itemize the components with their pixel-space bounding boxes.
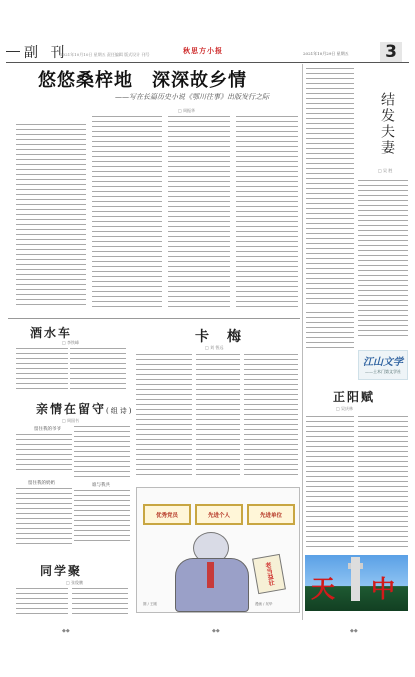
column-logo-sub: ——土木门第文学社 xyxy=(365,369,401,374)
poem-text-wine-cart-1 xyxy=(16,348,68,392)
column-divider xyxy=(302,64,303,620)
poem-text-left-behind-4 xyxy=(74,490,130,544)
article-column-1 xyxy=(16,124,86,308)
award-certificate-3: 先进单位 xyxy=(247,504,295,525)
poem-title-classmates: 同学聚 xyxy=(40,564,83,578)
poem-text-classmates-2 xyxy=(72,588,128,614)
poem-text-left-behind-1 xyxy=(16,434,72,474)
mid-divider xyxy=(8,318,300,319)
poem-byline-left-behind: □ 周国书 xyxy=(62,418,80,423)
cartoon-sign: 老当益壮 xyxy=(252,554,286,594)
main-headline: 悠悠桑梓地 深深故乡情 xyxy=(38,70,247,91)
header-rule xyxy=(6,51,20,52)
poem-text-wine-cart-2 xyxy=(70,348,126,392)
essay-byline: □ 吴庆林 xyxy=(336,406,354,411)
ad-char-right: 中 xyxy=(371,575,395,603)
footer-mark-1: ◆◆ xyxy=(62,628,70,634)
poem-text-kamei-3 xyxy=(244,354,298,478)
footer-mark-2: ◆◆ xyxy=(212,628,220,634)
column-logo-word: 江山文学 xyxy=(363,357,403,368)
header-divider xyxy=(6,62,409,63)
poem-text-left-behind-3 xyxy=(16,488,72,544)
poem-title-main: 亲情在留守 xyxy=(36,402,107,416)
article-column-3 xyxy=(168,116,230,308)
subsection-title-2: 留住我的奶奶 xyxy=(28,481,55,486)
poem-title-kamei: 卡 梅 xyxy=(195,329,243,345)
header-meta: 2021年10月10日 星期五 责任编辑 版式设计 刊号 xyxy=(60,52,150,57)
essay-title: 正阳赋 xyxy=(333,390,376,404)
section-title: 副 刊 xyxy=(24,45,69,61)
right-text-block xyxy=(306,68,354,308)
newspaper-logo: 秋思方小报 xyxy=(183,46,223,55)
award-certificate-2: 先进个人 xyxy=(195,504,243,525)
cartoon-illustration xyxy=(136,487,300,613)
essay-text-1 xyxy=(306,416,354,550)
article-column-2 xyxy=(92,116,162,308)
main-subheadline: ——写在长篇历史小说《鄂川往事》出版发行之际 xyxy=(115,93,269,101)
poem-text-left-behind-2 xyxy=(74,426,130,478)
award-certificate-1: 优秀党员 xyxy=(143,504,191,525)
right-column-text xyxy=(358,180,408,340)
footer-mark-3: ◆◆ xyxy=(350,628,358,634)
subsection-title-3: 谁与我共 xyxy=(92,483,110,488)
poem-byline-kamei: □ 刘 智远 xyxy=(205,345,224,350)
right-column-title: 结发夫妻 xyxy=(379,92,395,156)
tower-icon xyxy=(351,557,360,601)
poem-text-classmates-1 xyxy=(16,588,68,614)
right-text-block-2 xyxy=(306,312,354,352)
advertisement-banner xyxy=(305,555,408,611)
subsection-title-1: 留住我的爷爷 xyxy=(34,427,61,432)
right-column-byline: □ 吴 胜 xyxy=(378,168,393,173)
poem-byline-wine-cart: □ 李铁峰 xyxy=(62,340,80,345)
essay-text-2 xyxy=(358,416,408,550)
poem-title-wine-cart: 酒水车 xyxy=(30,326,73,340)
main-byline: □ 周振华 xyxy=(178,108,196,113)
article-column-4 xyxy=(236,116,298,308)
poem-text-kamei-2 xyxy=(196,354,240,478)
column-logo xyxy=(358,350,408,380)
poem-text-kamei-1 xyxy=(136,354,192,478)
header-date: 2021年10月29日 星期五 xyxy=(303,51,349,56)
cartoon-tie xyxy=(207,562,214,588)
cartoon-caption-left: 图 / 王刚 xyxy=(143,602,157,606)
ad-char-left: 天 xyxy=(311,575,335,603)
poem-title-left-behind xyxy=(36,400,133,417)
poem-byline-classmates: □ 张俊鹏 xyxy=(66,580,84,585)
cartoon-caption-right: 漫画 / 吴华 xyxy=(255,602,273,606)
poem-title-suffix: (组诗) xyxy=(106,407,134,415)
page-number: 3 xyxy=(380,42,402,62)
